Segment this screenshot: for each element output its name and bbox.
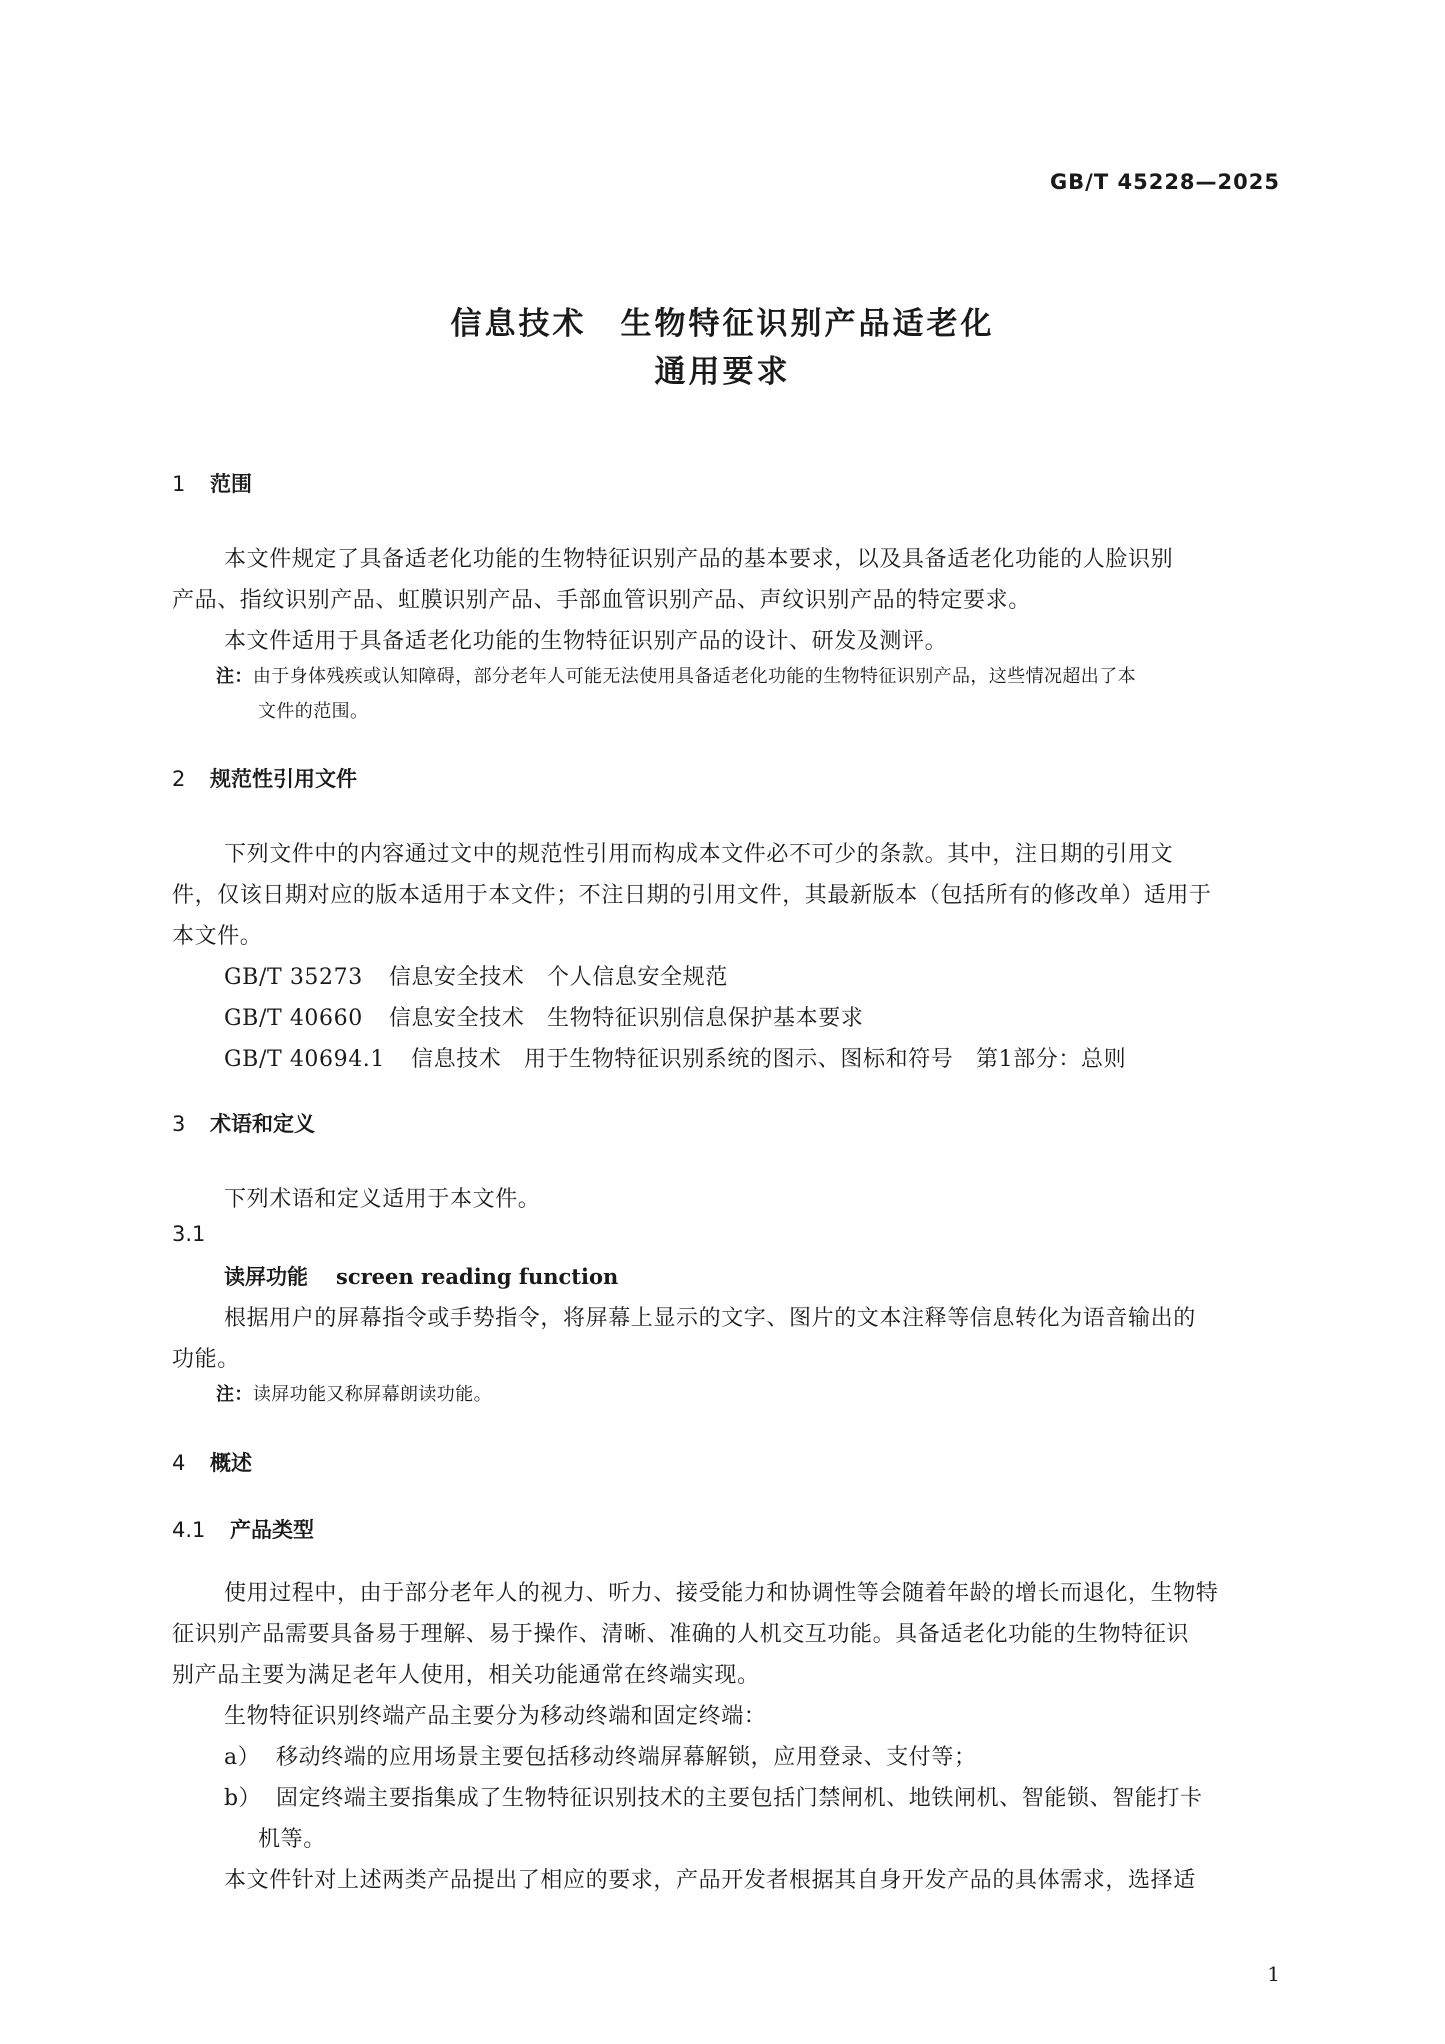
section-4-paragraph-2: 生物特征识别终端产品主要分为移动终端和固定终端： — [224, 1704, 767, 1729]
section-4-heading — [172, 1447, 252, 1477]
list-item-label: b） — [224, 1786, 262, 1811]
section-3-paragraph: 下列术语和定义适用于本文件。 — [224, 1187, 541, 1212]
section-1-note-continued: 文件的范围。 — [258, 701, 369, 722]
section-4-paragraph-1-line-1: 使用过程中，由于部分老年人的视力、听力、接受能力和协调性等会随着年龄的增长而退化，生物特 — [224, 1581, 1219, 1606]
section-title: 术语和定义 — [210, 1112, 315, 1136]
section-number: 2 — [172, 767, 186, 791]
section-1-heading — [172, 468, 252, 498]
term-number: 3.1 — [172, 1222, 206, 1246]
list-item-b-continued: 机等。 — [258, 1827, 326, 1852]
document-number: GB/T 45228—2025 — [1049, 170, 1280, 194]
note-label: 注： — [216, 1384, 253, 1405]
list-item-text: 固定终端主要指集成了生物特征识别技术的主要包括门禁闸机、地铁闸机、智能锁、智能打卡 — [276, 1786, 1203, 1811]
section-title: 范围 — [210, 472, 252, 496]
list-item-a — [224, 1740, 977, 1771]
term-chinese: 读屏功能 — [224, 1265, 308, 1289]
term-definition-line-1: 根据用户的屏幕指令或手势指令，将屏幕上显示的文字、图片的文本注释等信息转化为语音输出的 — [224, 1306, 1196, 1331]
section-1-paragraph-1-line-2: 产品、指纹识别产品、虹膜识别产品、手部血管识别产品、声纹识别产品的特定要求。 — [172, 588, 1031, 613]
subsection-4-1-heading — [172, 1514, 314, 1544]
note-label: 注： — [216, 666, 253, 687]
reference-item — [224, 1001, 863, 1032]
section-1-note — [216, 662, 1136, 688]
section-4-paragraph-3: 本文件针对上述两类产品提出了相应的要求，产品开发者根据其自身开发产品的具体需求，选择适 — [224, 1868, 1196, 1893]
reference-title: 信息安全技术 个人信息安全规范 — [388, 965, 728, 990]
section-title: 规范性引用文件 — [210, 767, 357, 791]
page-number: 1 — [1267, 1962, 1280, 1986]
reference-item — [224, 960, 728, 991]
document-title-line2: 通用要求 — [654, 354, 791, 390]
section-3-heading — [172, 1108, 315, 1138]
note-text: 由于身体残疾或认知障碍，部分老年人可能无法使用具备适老化功能的生物特征识别产品，这些情况超出了本 — [252, 666, 1137, 687]
reference-code: GB/T 40694.1 — [224, 1047, 385, 1072]
note-text: 读屏功能又称屏幕朗读功能。 — [252, 1384, 493, 1405]
section-1-paragraph-2: 本文件适用于具备适老化功能的生物特征识别产品的设计、研发及测评。 — [224, 629, 948, 654]
reference-item — [224, 1042, 1126, 1073]
term-entry — [224, 1261, 618, 1291]
section-number: 3 — [172, 1112, 186, 1136]
reference-title: 信息安全技术 生物特征识别信息保护基本要求 — [388, 1006, 864, 1031]
list-item-b — [224, 1781, 1203, 1812]
term-english: screen reading function — [336, 1264, 619, 1289]
reference-code: GB/T 40660 — [224, 1006, 363, 1031]
subsection-number: 4.1 — [172, 1518, 206, 1542]
list-item-label: a） — [224, 1745, 261, 1770]
section-4-paragraph-1-line-2: 征识别产品需要具备易于理解、易于操作、清晰、准确的人机交互功能。具备适老化功能的生物特征识 — [172, 1622, 1190, 1647]
reference-title: 信息技术 用于生物特征识别系统的图示、图标和符号 第1部分：总则 — [411, 1047, 1127, 1072]
section-title: 概述 — [210, 1451, 252, 1475]
section-2-paragraph-line-1: 下列文件中的内容通过文中的规范性引用而构成本文件必不可少的条款。其中，注日期的引用文 — [224, 842, 1174, 867]
section-4-paragraph-1-line-3: 别产品主要为满足老年人使用，相关功能通常在终端实现。 — [172, 1663, 760, 1688]
section-2-paragraph-line-3: 本文件。 — [172, 924, 263, 949]
section-2-heading — [172, 763, 357, 793]
term-definition-line-2: 功能。 — [172, 1347, 240, 1372]
reference-code: GB/T 35273 — [224, 965, 363, 990]
section-2-paragraph-line-2: 件，仅该日期对应的版本适用于本文件；不注日期的引用文件，其最新版本（包括所有的修改单）适用于 — [172, 883, 1212, 908]
section-3-note — [216, 1380, 492, 1406]
list-item-text: 移动终端的应用场景主要包括移动终端屏幕解锁，应用登录、支付等； — [276, 1745, 977, 1770]
document-title-line1: 信息技术 生物特征识别产品适老化 — [450, 306, 995, 342]
section-number: 4 — [172, 1451, 186, 1475]
section-1-paragraph-1-line-1: 本文件规定了具备适老化功能的生物特征识别产品的基本要求，以及具备适老化功能的人脸识别 — [224, 547, 1174, 572]
subsection-title: 产品类型 — [230, 1518, 314, 1542]
section-number: 1 — [172, 472, 186, 496]
